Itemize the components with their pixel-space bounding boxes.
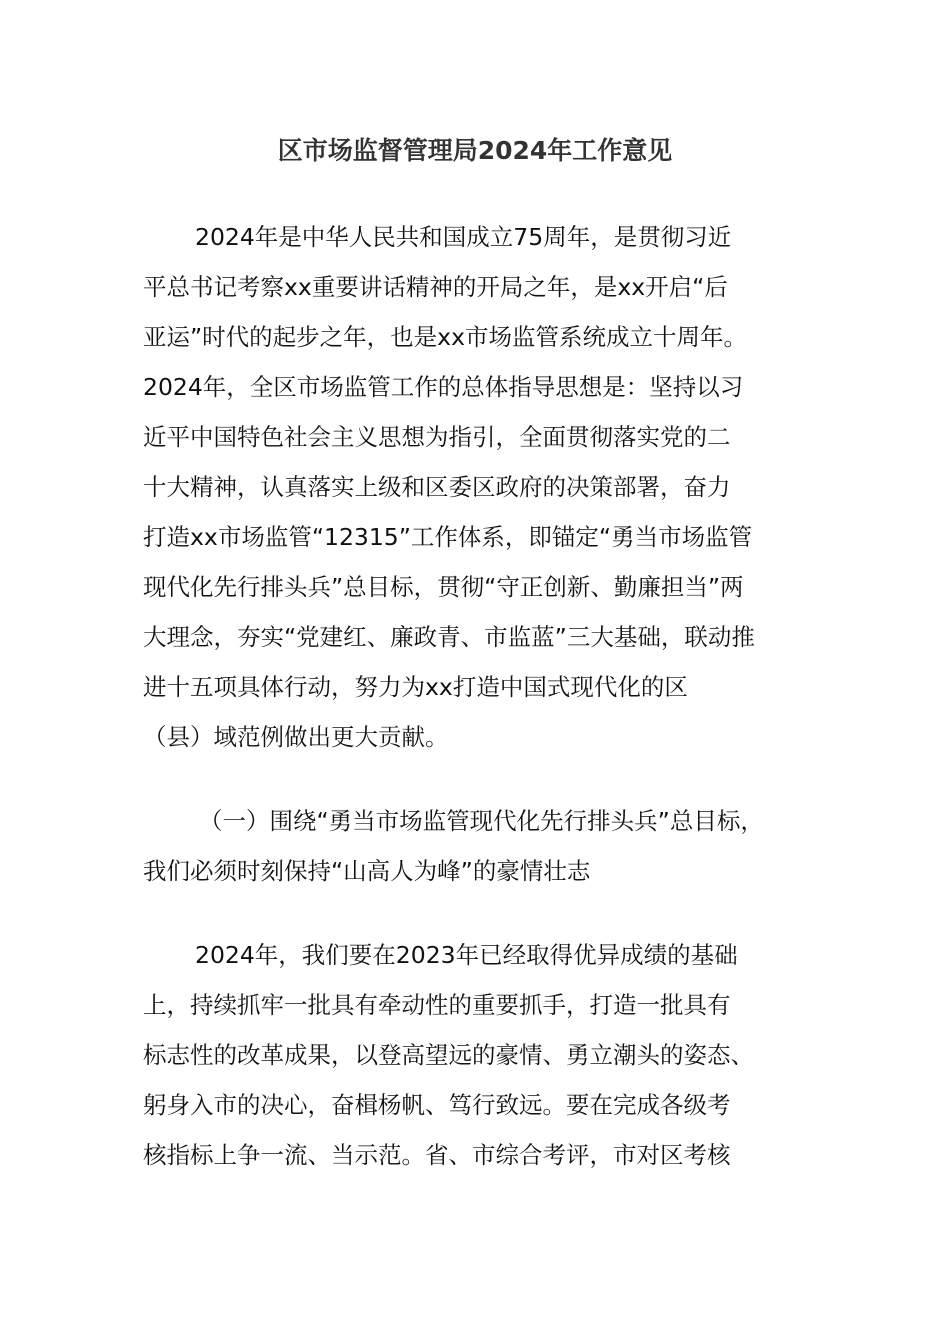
paragraph-line: 2024年，我们要在2023年已经取得优异成绩的基础 (195, 941, 738, 969)
intro-paragraph (143, 212, 807, 762)
heading-line: 我们必须时刻保持“山高人为峰”的豪情壮志 (143, 857, 591, 885)
paragraph-line: 躬身入市的决心，奋楫杨帆、笃行致远。要在完成各级考 (143, 1091, 731, 1119)
paragraph-line: 大理念，夯实“党建红、廉政青、市监蓝”三大基础，联动推 (143, 623, 755, 651)
paragraph-line: 亚运”时代的起步之年，也是xx市场监管系统成立十周年。 (143, 323, 747, 351)
paragraph-line: 标志性的改革成果，以登高望远的豪情、勇立潮头的姿态、 (143, 1041, 754, 1069)
paragraph-line: 平总书记考察xx重要讲话精神的开局之年，是xx开启“后 (143, 273, 728, 301)
paragraph-line: 上，持续抓牢一批具有牵动性的重要抓手，打造一批具有 (143, 991, 731, 1019)
paragraph-line: 打造xx市场监管“12315”工作体系，即锚定“勇当市场监管 (143, 523, 753, 551)
document-title: 区市场监督管理局2024年工作意见 (277, 136, 673, 165)
paragraph-line: 2024年，全区市场监管工作的总体指导思想是：坚持以习 (143, 373, 744, 401)
section-heading (143, 796, 807, 896)
body-paragraph (143, 930, 807, 1180)
paragraph-line: 2024年是中华人民共和国成立75周年，是贯彻习近 (195, 223, 732, 251)
paragraph-line: 十大精神，认真落实上级和区委区政府的决策部署，奋力 (143, 473, 731, 501)
paragraph-line: 核指标上争一流、当示范。省、市综合考评，市对区考核 (143, 1141, 731, 1169)
paragraph-line: 近平中国特色社会主义思想为指引，全面贯彻落实党的二 (143, 423, 731, 451)
paragraph-line: 现代化先行排头兵”总目标，贯彻“守正创新、勤廉担当”两 (143, 573, 744, 601)
heading-line: （一）围绕“勇当市场监管现代化先行排头兵”总目标， (199, 807, 764, 835)
paragraph-line: 进十五项具体行动，努力为xx打造中国式现代化的区 (143, 673, 688, 701)
paragraph-line: （县）域范例做出更大贡献。 (143, 723, 449, 751)
